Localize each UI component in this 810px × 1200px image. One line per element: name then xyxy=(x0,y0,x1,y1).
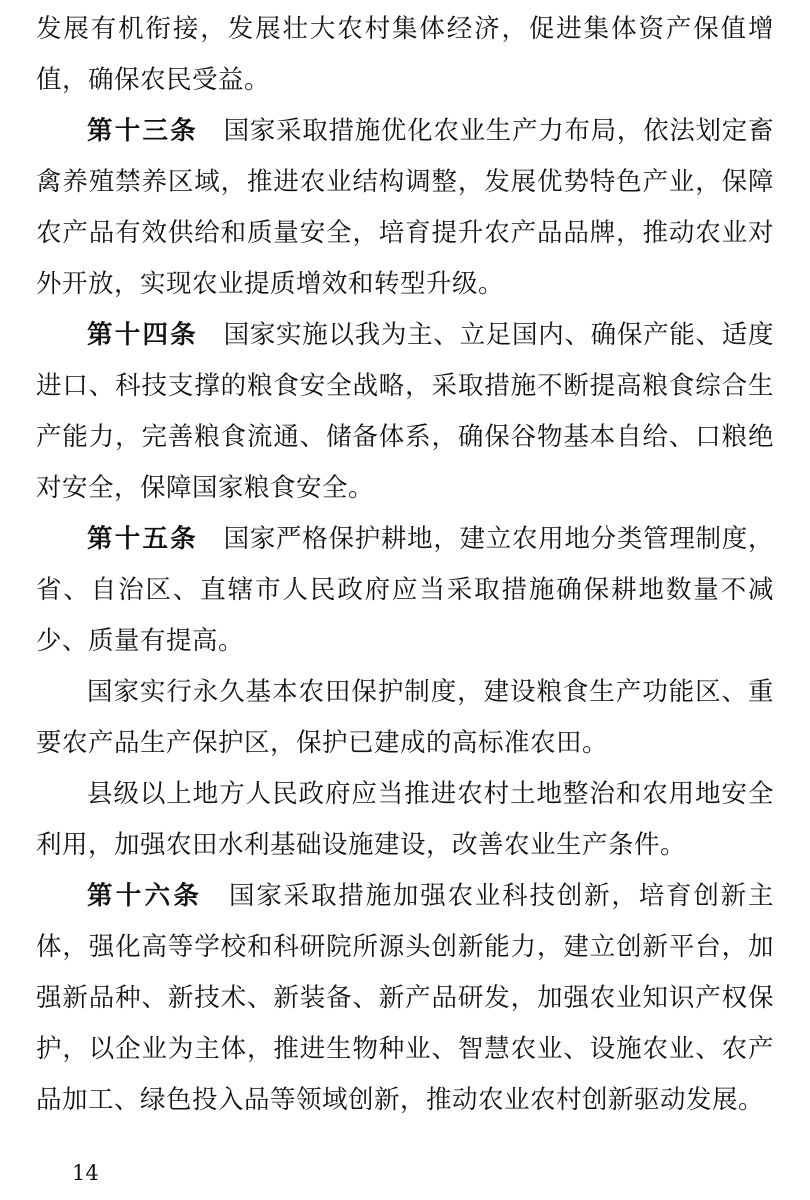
paragraph-text: 国家严格保护耕地，建立农用地分类管理制度，省、自治区、直辖市人民政府应当采取措施确保耕地数量不减少、质量有提高。 xyxy=(36,524,774,656)
page-number: 14 xyxy=(72,1161,99,1185)
document-body xyxy=(36,0,774,1126)
paragraph-article-16 xyxy=(36,871,774,1126)
paragraph-continuation xyxy=(36,4,774,106)
article-label: 第十六条 xyxy=(87,881,203,911)
paragraph-article-15 xyxy=(36,514,774,667)
paragraph-text: 国家采取措施优化农业生产力布局，依法划定畜禽养殖禁养区域，推进农业结构调整，发展优势特色产业，保障农产品有效供给和质量安全，培育提升农产品品牌，推动农业对外开放，实现农业提质增效和转型升级。 xyxy=(36,116,774,299)
article-label: 第十四条 xyxy=(87,320,198,350)
article-label: 第十五条 xyxy=(87,524,198,554)
paragraph-text: 发展有机衔接，发展壮大农村集体经济，促进集体资产保值增值，确保农民受益。 xyxy=(36,14,774,95)
paragraph-article-15-sub-3 xyxy=(36,769,774,871)
paragraph-text: 国家采取措施加强农业科技创新，培育创新主体，强化高等学校和科研院所源头创新能力，建立创新平台，加强新品种、新技术、新装备、新产品研发，加强农业知识产权保护，以企业为主体，推进生物种业、智慧农业、设施农业、农产品加工、绿色投入品等领域创新，推动农业农村创新驱动发展。 xyxy=(36,881,774,1115)
paragraph-article-13 xyxy=(36,106,774,310)
paragraph-text: 国家实施以我为主、立足国内、确保产能、适度进口、科技支撑的粮食安全战略，采取措施不断提高粮食综合生产能力，完善粮食流通、储备体系，确保谷物基本自给、口粮绝对安全，保障国家粮食安全。 xyxy=(36,320,774,503)
paragraph-article-14 xyxy=(36,310,774,514)
article-label: 第十三条 xyxy=(87,116,198,146)
paragraph-article-15-sub-2 xyxy=(36,667,774,769)
paragraph-text: 县级以上地方人民政府应当推进农村土地整治和农用地安全利用，加强农田水利基础设施建设，改善农业生产条件。 xyxy=(36,779,774,860)
paragraph-text: 国家实行永久基本农田保护制度，建设粮食生产功能区、重要农产品生产保护区，保护已建成的高标准农田。 xyxy=(36,677,774,758)
